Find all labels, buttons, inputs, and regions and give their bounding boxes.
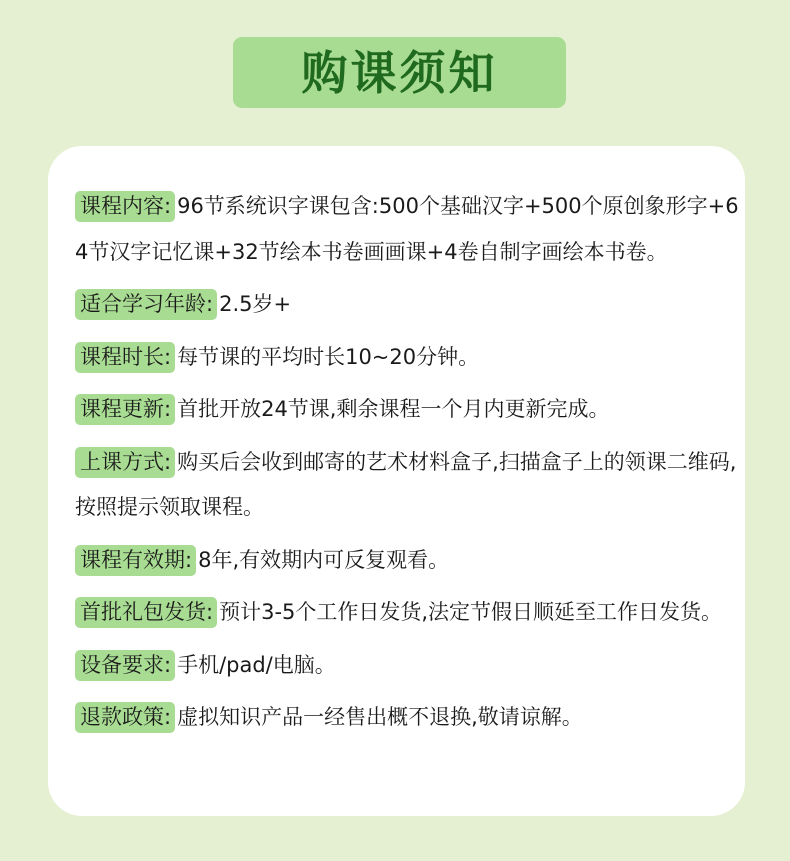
entry-label: 课程更新: xyxy=(75,394,175,425)
entry-value: 每节课的平均时长10~20分钟。 xyxy=(177,344,480,369)
title-banner xyxy=(233,37,566,108)
entry-label: 课程有效期: xyxy=(75,545,196,576)
entry-value: 首批开放24节课,剩余课程一个月内更新完成。 xyxy=(177,397,610,421)
entry-gift-shipping xyxy=(75,590,745,636)
entry-label: 退款政策: xyxy=(75,702,175,733)
entry-label: 首批礼包发货: xyxy=(75,597,217,628)
entry-label: 上课方式: xyxy=(75,447,175,478)
entry-value: 8年,有效期内可反复观看。 xyxy=(198,547,450,572)
entry-label: 课程时长: xyxy=(75,342,175,373)
entry-label: 适合学习年龄: xyxy=(75,289,217,320)
entry-course-duration xyxy=(75,335,745,381)
entry-course-content xyxy=(75,184,745,275)
entry-value: 手机/pad/电脑。 xyxy=(177,652,336,677)
entry-value: 2.5岁+ xyxy=(219,292,292,316)
page-title: 购课须知 xyxy=(301,45,498,100)
entry-value: 预计3-5个工作日发货,法定节假日顺延至工作日发货。 xyxy=(219,600,723,624)
entry-value: 96节系统识字课包含:500个基础汉字+500个原创象形字+64节汉字记忆课+32节绘本书卷画画课+4卷自制字画绘本书卷。 xyxy=(75,194,739,264)
entry-value: 购买后会收到邮寄的艺术材料盒子,扫描盒子上的领课二维码,按照提示领取课程。 xyxy=(75,449,737,519)
entry-refund-policy xyxy=(75,695,745,741)
entry-label: 课程内容: xyxy=(75,191,175,222)
entry-validity xyxy=(75,538,745,584)
entry-label: 设备要求: xyxy=(75,650,175,681)
notice-list xyxy=(75,184,745,748)
entry-suitable-age xyxy=(75,282,745,328)
entry-device-requirements xyxy=(75,643,745,689)
entry-value: 虚拟知识产品一经售出概不退换,敬请谅解。 xyxy=(177,705,583,729)
entry-class-method xyxy=(75,440,745,531)
entry-course-update xyxy=(75,387,745,433)
